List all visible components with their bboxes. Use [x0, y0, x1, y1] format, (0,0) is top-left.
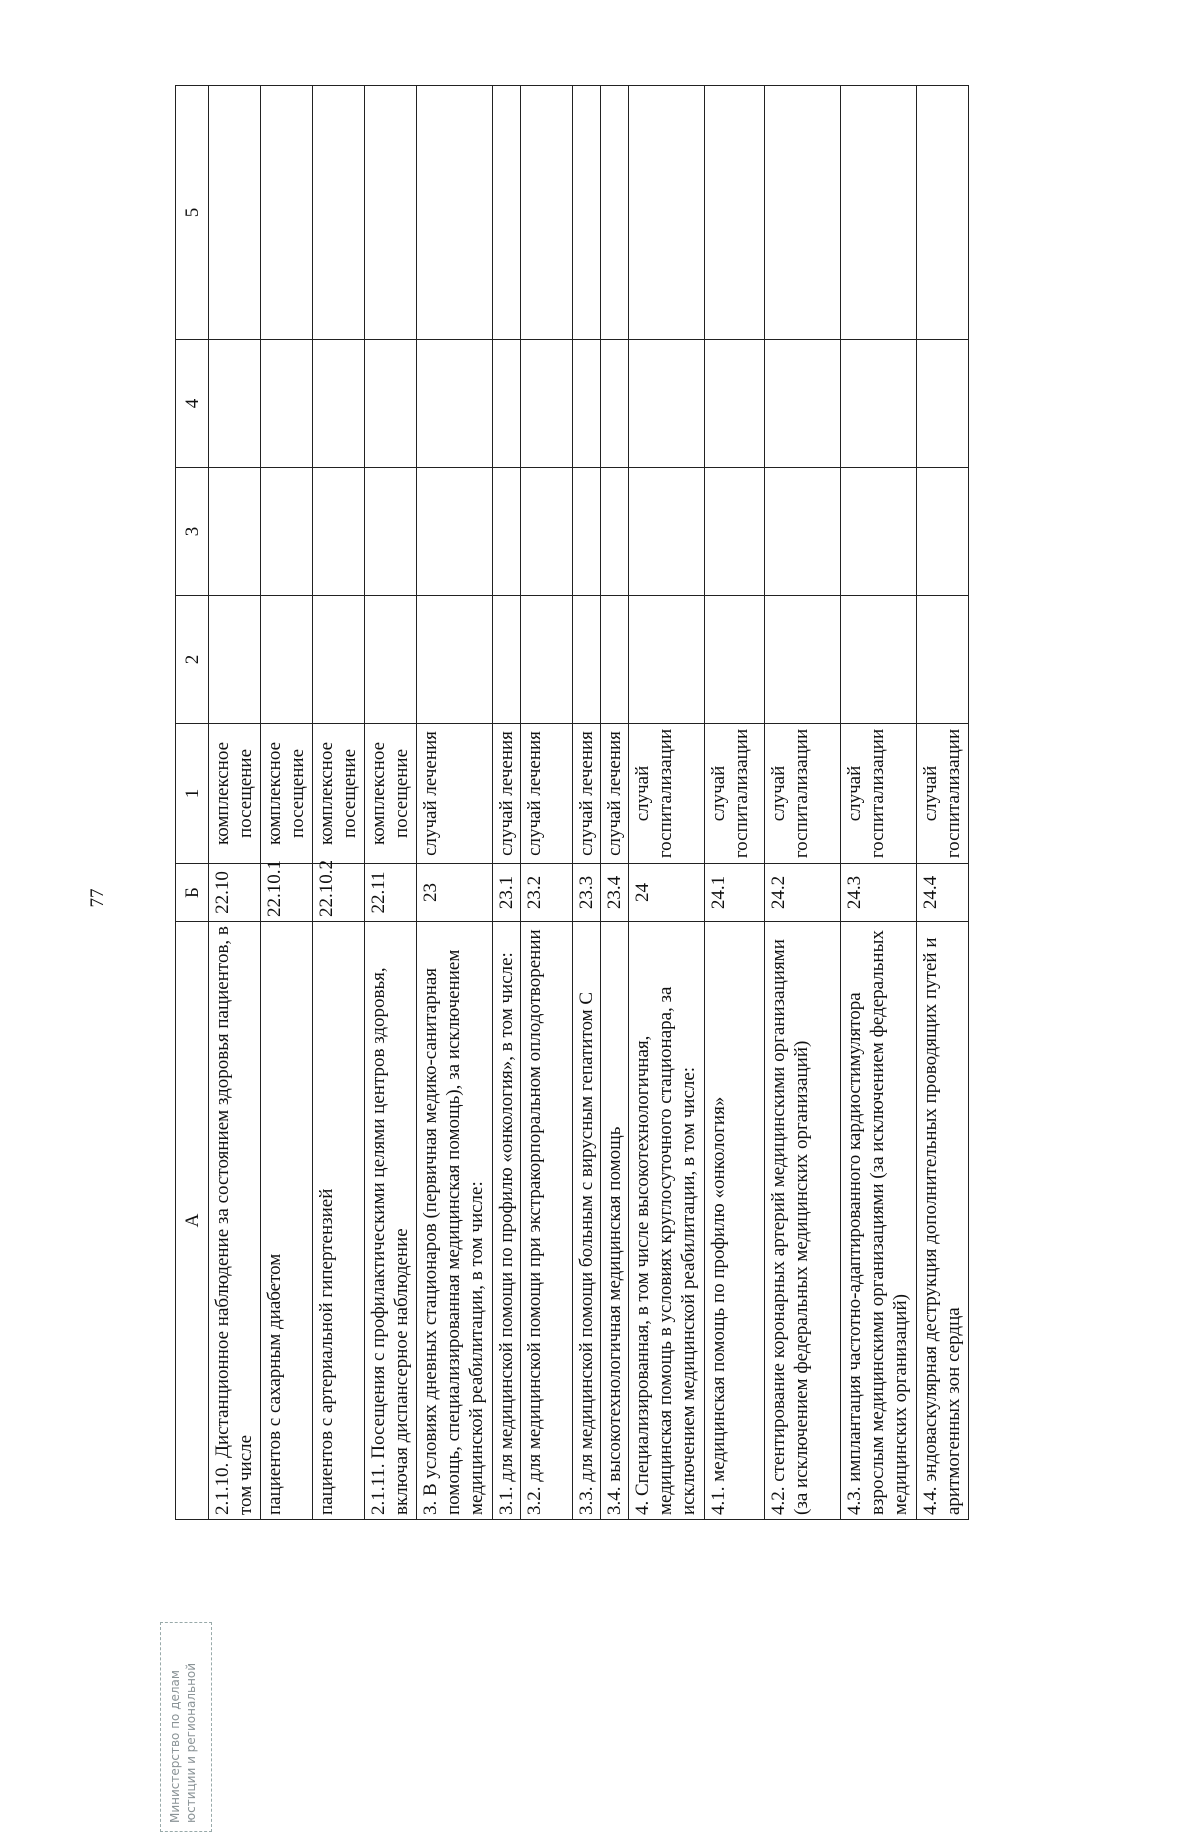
empty-cell	[917, 86, 969, 340]
row-unit: случай госпитализации	[705, 724, 765, 864]
row-code: 23	[417, 864, 493, 922]
empty-cell	[521, 468, 573, 596]
row-label: 2.1.11. Посещения с профилактическими целями центров здоровья, включая диспансерное наблюдение	[365, 922, 417, 1520]
row-unit: случай лечения	[601, 724, 629, 864]
empty-cell	[841, 86, 917, 340]
table-row	[209, 86, 261, 1520]
empty-cell	[313, 340, 365, 468]
empty-cell	[573, 468, 601, 596]
row-code: 22.11	[365, 864, 417, 922]
stamp-text	[160, 1622, 212, 1832]
table-row	[417, 86, 493, 1520]
empty-cell	[493, 468, 521, 596]
row-unit: комплексное посещение	[261, 724, 313, 864]
row-label: 4. Специализированная, в том числе высокотехнологичная, медицинская помощь в условиях круглосуточного стационара, за исключением медицинской реабилитации, в том числе:	[629, 922, 705, 1520]
table-header-row	[176, 86, 209, 1520]
empty-cell	[765, 468, 841, 596]
empty-cell	[417, 596, 493, 724]
empty-cell	[521, 86, 573, 340]
empty-cell	[365, 596, 417, 724]
row-unit: случай лечения	[493, 724, 521, 864]
row-unit: случай лечения	[573, 724, 601, 864]
row-label: 3.2. для медицинской помощи при экстракорпоральном оплодотворении	[521, 922, 573, 1520]
empty-cell	[765, 86, 841, 340]
row-label: 3.3. для медицинской помощи больным с вирусным гепатитом С	[573, 922, 601, 1520]
empty-cell	[601, 340, 629, 468]
row-code: 23.1	[493, 864, 521, 922]
column-header: 2	[176, 596, 209, 724]
row-label: 4.1. медицинская помощь по профилю «онкология»	[705, 922, 765, 1520]
empty-cell	[313, 468, 365, 596]
empty-cell	[365, 340, 417, 468]
row-unit: случай лечения	[521, 724, 573, 864]
row-unit: случай госпитализации	[841, 724, 917, 864]
table-row	[917, 86, 969, 1520]
empty-cell	[705, 468, 765, 596]
row-code: 24	[629, 864, 705, 922]
empty-cell	[313, 596, 365, 724]
row-label: пациентов с артериальной гипертензией	[313, 922, 365, 1520]
row-label: 2.1.10. Дистанционное наблюдение за состоянием здоровья пациентов, в том числе	[209, 922, 261, 1520]
table-row	[629, 86, 705, 1520]
empty-cell	[417, 86, 493, 340]
table-row	[365, 86, 417, 1520]
row-unit: случай лечения	[417, 724, 493, 864]
empty-cell	[629, 86, 705, 340]
data-table	[175, 85, 969, 1520]
row-unit: комплексное посещение	[313, 724, 365, 864]
empty-cell	[705, 86, 765, 340]
empty-cell	[261, 86, 313, 340]
empty-cell	[917, 468, 969, 596]
empty-cell	[629, 468, 705, 596]
empty-cell	[705, 596, 765, 724]
empty-cell	[841, 340, 917, 468]
empty-cell	[765, 340, 841, 468]
row-code: 23.3	[573, 864, 601, 922]
empty-cell	[573, 340, 601, 468]
column-header: Б	[176, 864, 209, 922]
table-row	[573, 86, 601, 1520]
empty-cell	[601, 596, 629, 724]
row-label: 3.1. для медицинской помощи по профилю «онкология», в том числе:	[493, 922, 521, 1520]
row-label: 4.4. эндоваскулярная деструкция дополнительных проводящих путей и аритмогенных зон сердца	[917, 922, 969, 1520]
table-row	[313, 86, 365, 1520]
empty-cell	[209, 86, 261, 340]
row-code: 23.4	[601, 864, 629, 922]
empty-cell	[521, 596, 573, 724]
empty-cell	[917, 340, 969, 468]
row-unit: случай госпитализации	[629, 724, 705, 864]
column-header: 1	[176, 724, 209, 864]
row-code: 23.2	[521, 864, 573, 922]
empty-cell	[493, 86, 521, 340]
empty-cell	[417, 340, 493, 468]
column-header: 4	[176, 340, 209, 468]
row-label: 4.3. имплантация частотно-адаптированного кардиостимулятора взрослым медицинскими организациями (за исключением федеральных медицинских организаций)	[841, 922, 917, 1520]
empty-cell	[209, 468, 261, 596]
row-label: 3. В условиях дневных стационаров (первичная медико-санитарная помощь, специализированная медицинская помощь), за исключением медицинской реабилитации, в том числе:	[417, 922, 493, 1520]
empty-cell	[261, 468, 313, 596]
empty-cell	[493, 596, 521, 724]
empty-cell	[841, 468, 917, 596]
column-header: 3	[176, 468, 209, 596]
empty-cell	[601, 86, 629, 340]
empty-cell	[261, 340, 313, 468]
empty-cell	[521, 340, 573, 468]
row-code: 24.1	[705, 864, 765, 922]
empty-cell	[209, 596, 261, 724]
row-code: 22.10.1	[261, 864, 313, 922]
row-label: пациентов с сахарным диабетом	[261, 922, 313, 1520]
empty-cell	[601, 468, 629, 596]
empty-cell	[209, 340, 261, 468]
row-code: 22.10.2	[313, 864, 365, 922]
empty-cell	[629, 340, 705, 468]
row-code: 24.2	[765, 864, 841, 922]
column-header: 5	[176, 86, 209, 340]
rotated-table-container	[175, 86, 1075, 1520]
row-code: 24.4	[917, 864, 969, 922]
row-unit: случай госпитализации	[917, 724, 969, 864]
empty-cell	[417, 468, 493, 596]
row-code: 24.3	[841, 864, 917, 922]
empty-cell	[493, 340, 521, 468]
stamp-line: Министерство по делам	[168, 1670, 182, 1823]
empty-cell	[629, 596, 705, 724]
table-row	[521, 86, 573, 1520]
empty-cell	[573, 86, 601, 340]
row-label: 4.2. стентирование коронарных артерий медицинскими организациями (за исключением федеральных медицинских организаций)	[765, 922, 841, 1520]
row-unit: комплексное посещение	[209, 724, 261, 864]
column-header: А	[176, 922, 209, 1520]
stamp-line: юстиции и региональной	[184, 1662, 198, 1823]
empty-cell	[313, 86, 365, 340]
row-unit: случай госпитализации	[765, 724, 841, 864]
row-unit: комплексное посещение	[365, 724, 417, 864]
row-label: 3.4. высокотехнологичная медицинская помощь	[601, 922, 629, 1520]
empty-cell	[573, 596, 601, 724]
empty-cell	[365, 86, 417, 340]
empty-cell	[917, 596, 969, 724]
stamp	[160, 1622, 212, 1832]
table-row	[493, 86, 521, 1520]
table-row	[705, 86, 765, 1520]
empty-cell	[365, 468, 417, 596]
page-number: 77	[87, 888, 108, 908]
empty-cell	[261, 596, 313, 724]
empty-cell	[841, 596, 917, 724]
table-row	[841, 86, 917, 1520]
empty-cell	[705, 340, 765, 468]
table-row	[261, 86, 313, 1520]
row-code: 22.10	[209, 864, 261, 922]
empty-cell	[765, 596, 841, 724]
table-row	[601, 86, 629, 1520]
table-row	[765, 86, 841, 1520]
